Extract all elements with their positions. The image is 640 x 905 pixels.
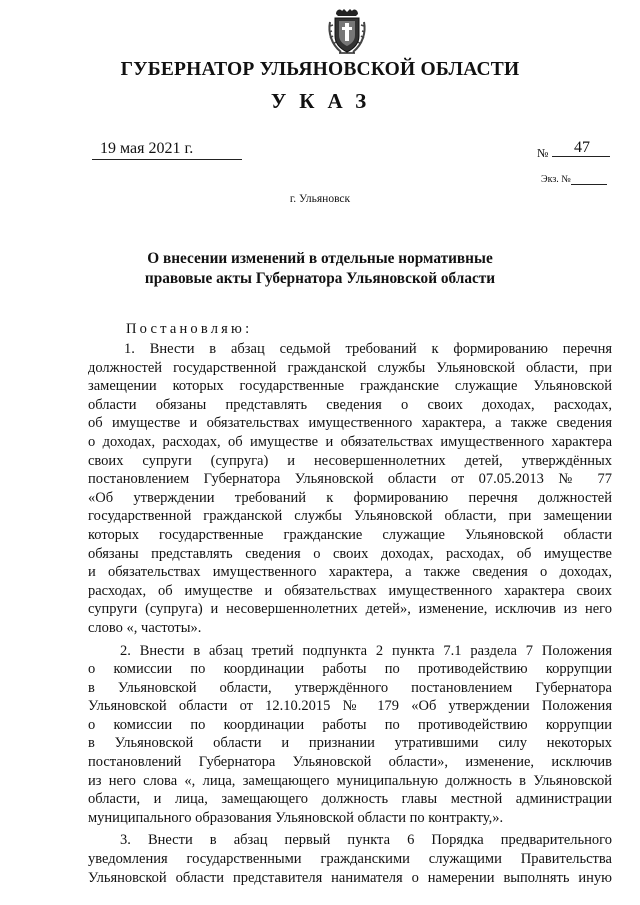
paragraph-line: Ульяновской области от 12.10.2015 № 179 «Об утверждении Положения — [88, 698, 612, 715]
paragraph-line: должностей государственной гражданской службы Ульяновской области, при — [88, 359, 612, 376]
paragraph-line: в Ульяновской области и признании утратившими силу некоторых — [88, 735, 612, 752]
paragraph-line: государственной гражданской службы Ульяновской области, при замещении — [88, 508, 612, 525]
paragraph-line: Ульяновской области представителя нанимателя о намерении выполнять иную — [88, 869, 612, 886]
paragraph-line: 2. Внести в абзац третий подпункта 2 пункта 7.1 раздела 7 Положения — [120, 642, 612, 659]
paragraph-line: уведомления государственными гражданскими служащими Правительства — [88, 851, 612, 868]
paragraph-line: области обязаны представлять сведения о своих доходах, расходах, — [88, 396, 612, 413]
paragraph-line: о доходах, расходах, об имуществе и обязательствах имущественного характера — [88, 433, 612, 450]
city-name: г. Ульяновск — [289, 193, 351, 205]
paragraph-line: в Ульяновской области, утверждённого постановлением Губернатора — [88, 679, 612, 696]
paragraph-line: из него слова «, лица, замещающего муниципальную должность в Ульяновской — [88, 772, 612, 789]
date-underline — [92, 159, 242, 160]
document-type-heading: УКАЗ — [270, 89, 380, 113]
paragraph-line: 3. Внести в абзац первый пункта 6 Порядка предварительного — [120, 832, 612, 849]
paragraph-line: об имуществе и обязательствах имущественного характера, а также сведения — [88, 415, 612, 432]
paragraph-line: своих супруги (супруга) и несовершеннолетних детей, утверждённых — [88, 452, 612, 469]
document-number: 47 — [574, 139, 590, 156]
document-date: 19 мая 2021 г. — [100, 140, 194, 157]
document-body — [88, 320, 612, 887]
paragraph-line: замещении которых государственные гражданские служащие Ульяновской — [88, 378, 612, 395]
paragraph-line: и обязательствах имущественного характера, а также сведения о доходах, — [88, 564, 612, 581]
title-line: О внесении изменений в отдельные нормативные — [147, 250, 493, 267]
paragraph-line: расходах, об имуществе и обязательствах имущественного характера своих — [88, 582, 612, 599]
number-sign: № — [537, 146, 549, 160]
paragraph-line: муниципального образования Ульяновской области по контракту,». — [88, 809, 504, 826]
paragraph-line: обязаны представлять сведения о своих доходах, расходах, об имуществе — [88, 545, 612, 562]
paragraph-line: слово «, частоты». — [88, 619, 202, 636]
paragraph-line: постановлений Губернатора Ульяновской области», изменение, исключив — [88, 754, 612, 771]
paragraph-line: 1. Внести в абзац седьмой требований к формированию перечня — [124, 341, 612, 357]
paragraph-line: супруги (супруга) и несовершеннолетних детей», изменение, исключив из него — [88, 601, 612, 618]
paragraph-line: «Об утверждении требований к формированию перечня должностей — [88, 489, 612, 506]
paragraph-line: которых государственные гражданские служащие Ульяновской области — [88, 526, 612, 543]
paragraph-line: о комиссии по координации работы по противодействию коррупции — [88, 661, 612, 678]
copy-number-label: Экз. № — [541, 174, 571, 185]
copy-number-underline — [571, 184, 607, 185]
document-title — [0, 249, 640, 289]
decree-word: Постановляю: — [126, 321, 253, 337]
paragraph-line: области, и лица, замещающего должность главы местной администрации — [88, 791, 612, 808]
issuer-heading: ГУБЕРНАТОР УЛЬЯНОВСКОЙ ОБЛАСТИ — [120, 59, 520, 80]
paragraph-line: о комиссии по координации работы по противодействию коррупции — [88, 716, 612, 733]
title-line: правовые акты Губернатора Ульяновской области — [144, 270, 496, 287]
number-underline — [552, 156, 610, 157]
coat-of-arms-emblem — [327, 6, 367, 56]
paragraph-line: постановлением Губернатора Ульяновской области от 07.05.2013 № 77 — [88, 471, 612, 488]
